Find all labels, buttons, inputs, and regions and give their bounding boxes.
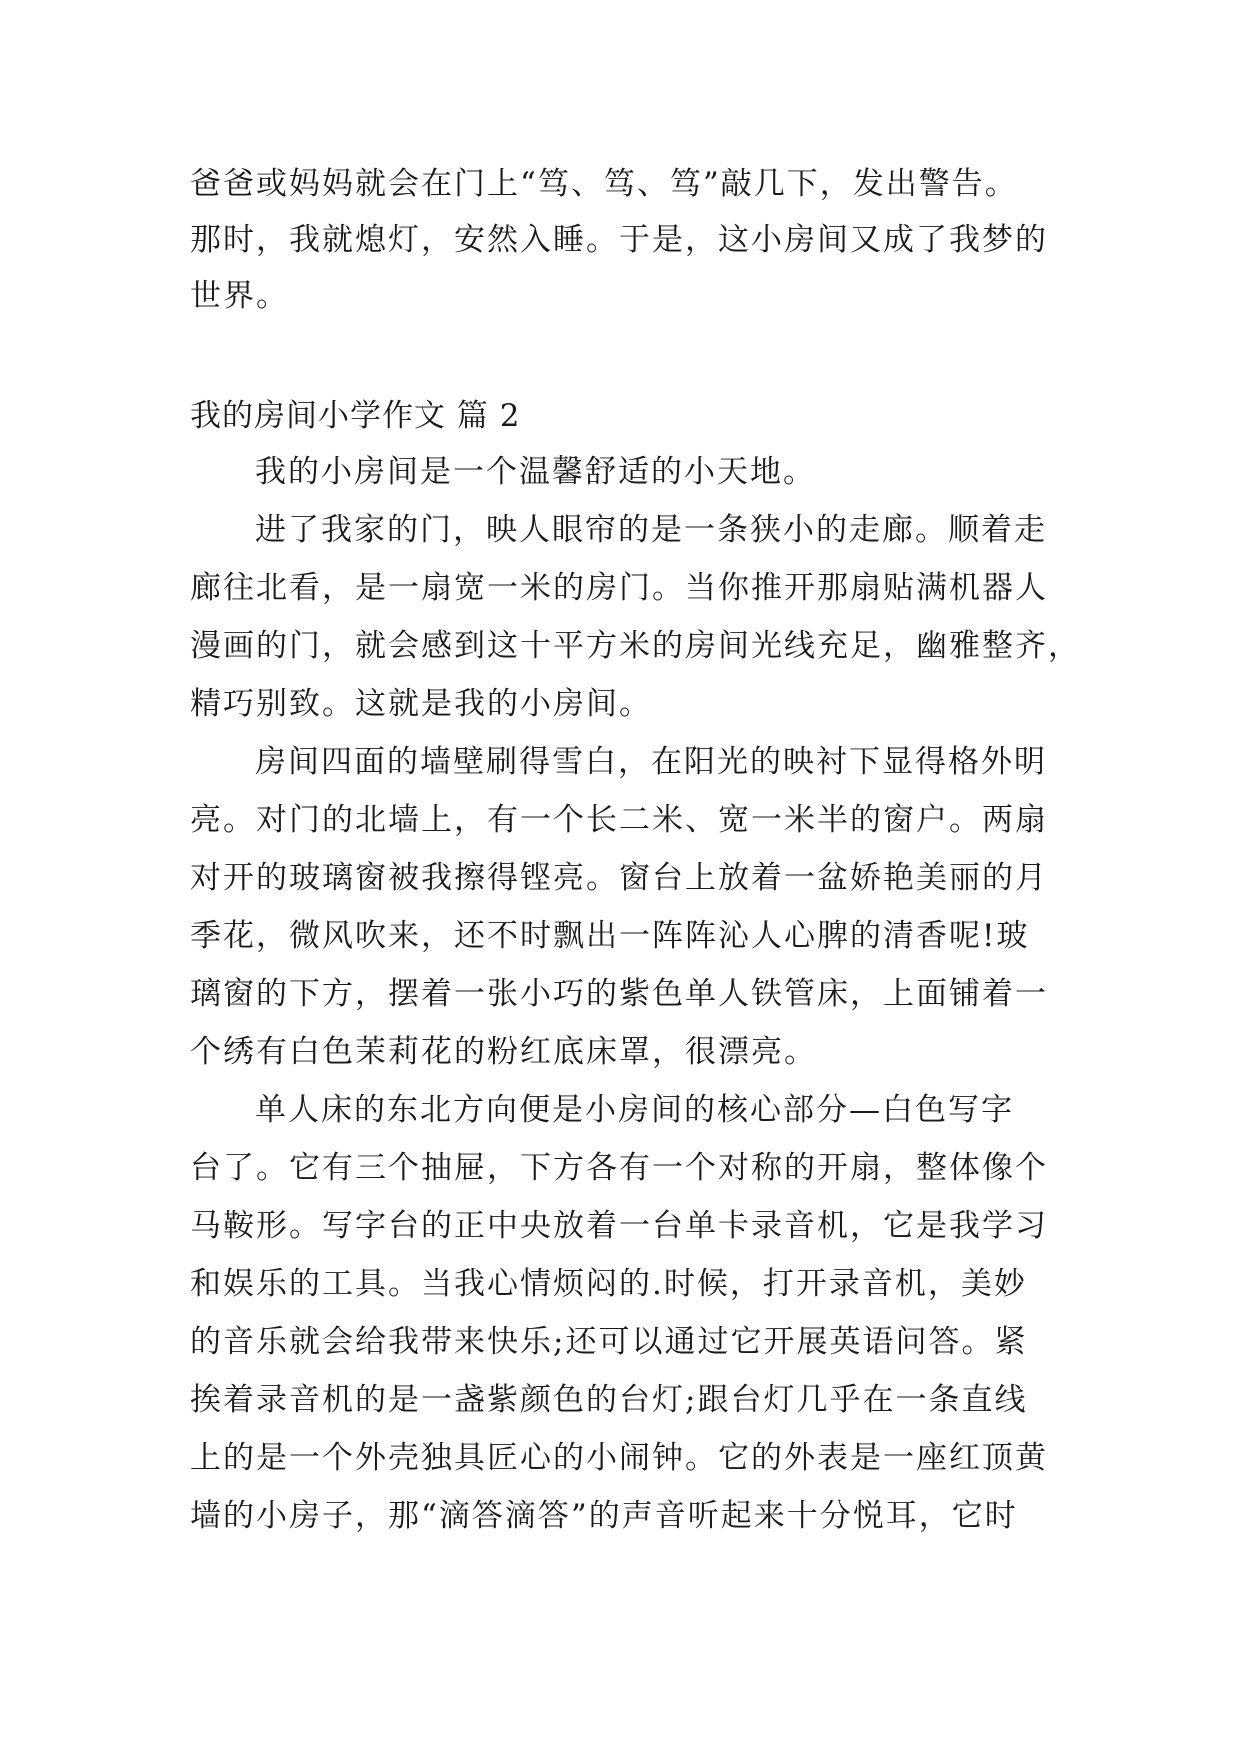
paragraph-4-line-6: 挨着录音机的是一盏紫颜色的台灯;跟台灯几乎在一条直线: [190, 1382, 1028, 1418]
section-title: 我的房间小学作文 篇 2: [190, 398, 521, 434]
paragraph-3-line-2: 亮。对门的北墙上，有一个长二米、宽一米半的窗户。两扇: [190, 802, 1048, 838]
paragraph-1-line-1: 我的小房间是一个温馨舒适的小天地。: [255, 454, 816, 490]
paragraph-3-line-1: 房间四面的墙壁刷得雪白，在阳光的映衬下显得格外明: [255, 744, 1047, 780]
paragraph-2-line-4: 精巧别致。这就是我的小房间。: [190, 686, 652, 722]
paragraph-2-line-2: 廊往北看，是一扇宽一米的房门。当你推开那扇贴满机器人: [190, 570, 1048, 606]
paragraph-4-line-5: 的音乐就会给我带来快乐;还可以通过它开展英语问答。紧: [190, 1324, 1028, 1360]
intro-line-3: 世界。: [190, 278, 289, 314]
paragraph-4-line-3: 马鞍形。写字台的正中央放着一台单卡录音机，它是我学习: [190, 1208, 1048, 1244]
paragraph-4-line-7: 上的是一个外壳独具匠心的小闹钟。它的外表是一座红顶黄: [190, 1440, 1048, 1476]
paragraph-4-line-8: 墙的小房子，那“滴答滴答”的声音听起来十分悦耳，它时: [190, 1498, 1018, 1534]
paragraph-2-line-1: 进了我家的门，映人眼帘的是一条狭小的走廊。顺着走: [255, 512, 1047, 548]
paragraph-3-line-6: 个绣有白色茉莉花的粉红底床罩，很漂亮。: [190, 1034, 817, 1070]
paragraph-4-line-1: 单人床的东北方向便是小房间的核心部分—白色写字: [255, 1092, 1014, 1128]
paragraph-3-line-5: 璃窗的下方，摆着一张小巧的紫色单人铁管床，上面铺着一: [190, 976, 1048, 1012]
paragraph-4-line-4: 和娱乐的工具。当我心情烦闷的.时候，打开录音机，美妙: [190, 1266, 1027, 1302]
intro-line-1: 爸爸或妈妈就会在门上“笃、笃、笃”敲几下，发出警告。: [190, 166, 1018, 202]
paragraph-3-line-4: 季花，微风吹来，还不时飘出一阵阵沁人心脾的清香呢!玻: [190, 918, 1030, 954]
paragraph-2-line-3: 漫画的门，就会感到这十平方米的房间光线充足，幽雅整齐，: [190, 628, 1081, 664]
intro-line-2: 那时，我就熄灯，安然入睡。于是，这小房间又成了我梦的: [190, 222, 1048, 258]
paragraph-4-line-2: 台了。它有三个抽屉，下方各有一个对称的开扇，整体像个: [190, 1150, 1048, 1186]
paragraph-3-line-3: 对开的玻璃窗被我擦得铿亮。窗台上放着一盆娇艳美丽的月: [190, 860, 1048, 896]
